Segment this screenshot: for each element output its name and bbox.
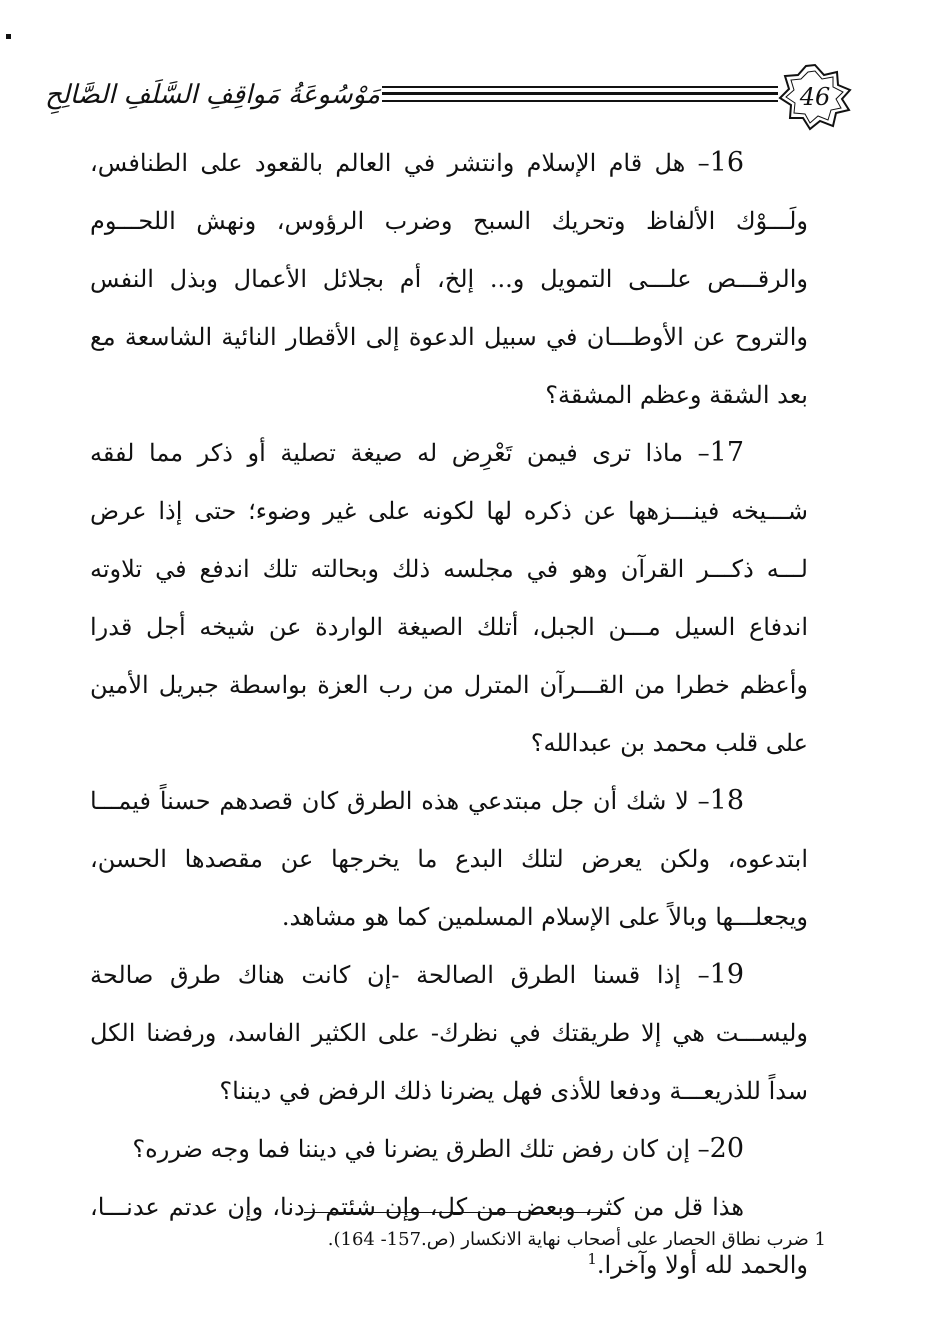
- header-rule-middle: [382, 92, 778, 95]
- question-number: 16: [709, 147, 744, 178]
- question-number: 17: [709, 437, 744, 468]
- question-text: – إذا قسنا الطرق الصالحة -إن كانت هناك طرق صالحة وليســـت هي إلا طريقتك في نظرك- على الكثير الفاسد، ورفضنا الكل سداً للذريعـــة ودفعا للأذى فهل يضرنا ذلك الرفض في ديننا؟: [90, 961, 808, 1105]
- closing-text: هذا قل من كثر، وبعض من كل، وإن شئتم زدنا، وإن عدتم عدنـــا، والحمد لله أولا وآخرا.: [90, 1193, 808, 1279]
- page-number: 46: [799, 83, 831, 111]
- header-rule-bottom: [382, 100, 778, 102]
- question-number: 20: [709, 1133, 744, 1164]
- footnote: [150, 1222, 826, 1258]
- question-paragraph: [90, 772, 808, 946]
- page-number-badge: [775, 62, 855, 132]
- question-text: – هل قام الإسلام وانتشر في العالم بالقعود على الطنافس، ولَـــوْك الألفاظ وتحريك السبح وضرب الرؤوس، ونهش اللحـــوم والرقـــص علـــى التمويل و... إلخ، أم بجلائل الأعمال وبذل النفس والتروح عن الأوطـــان في سبيل الدعوة إلى الأقطار النائية الشاسعة مع بعد الشقة وعظم المشقة؟: [90, 149, 808, 409]
- question-paragraph: [90, 946, 808, 1120]
- scan-mark: [6, 34, 11, 39]
- footnote-marker: 1: [814, 1229, 826, 1250]
- question-number: 18: [709, 785, 744, 816]
- running-title: مَوْسُوعَةُ مَواقِفِ السَّلَفِ الصَّالِحِ: [45, 80, 380, 110]
- footnote-text: ضرب نطاق الحصار على أصحاب نهاية الانكسار (ص.157- 164).: [327, 1229, 809, 1250]
- question-text: – إن كان رفض تلك الطرق يضرنا في ديننا فما وجه ضرره؟: [132, 1135, 710, 1163]
- main-text: [90, 134, 808, 1294]
- question-number: 19: [709, 959, 744, 990]
- question-text: – ماذا ترى فيمن تَعْرِض له صيغة تصلية أو ذكر مما لفقه شـــيخه فينـــزهها عن ذكره لها لكونه على غير وضوء؛ حتى إذا عرض لـــه ذكـــر القرآن وهو في مجلسه ذلك وبحالته تلك اندفع في تلاوته اندفاع السيل مـــن الجبل، أتلك الصيغة الواردة عن شيخه أجل قدرا وأعظم خطرا من القـــرآن المترل من رب العزة بواسطة جبريل الأمين على قلب محمد بن عبدالله؟: [90, 439, 808, 757]
- footnote-separator: [304, 1212, 606, 1213]
- question-text: – لا شك أن جل مبتدعي هذه الطرق كان قصدهم حسناً فيمـــا ابتدعوه، ولكن يعرض لتلك البدع ما يخرجها عن مقصدها الحسن، ويجعلـــها وبالاً على الإسلام المسلمين كما هو مشاهد.: [90, 787, 808, 931]
- question-paragraph: [90, 1120, 808, 1178]
- question-paragraph: [90, 424, 808, 772]
- page-header: [45, 62, 850, 132]
- question-paragraph: [90, 134, 808, 424]
- footnote-reference: 1: [587, 1250, 597, 1268]
- header-rule-top: [382, 86, 778, 88]
